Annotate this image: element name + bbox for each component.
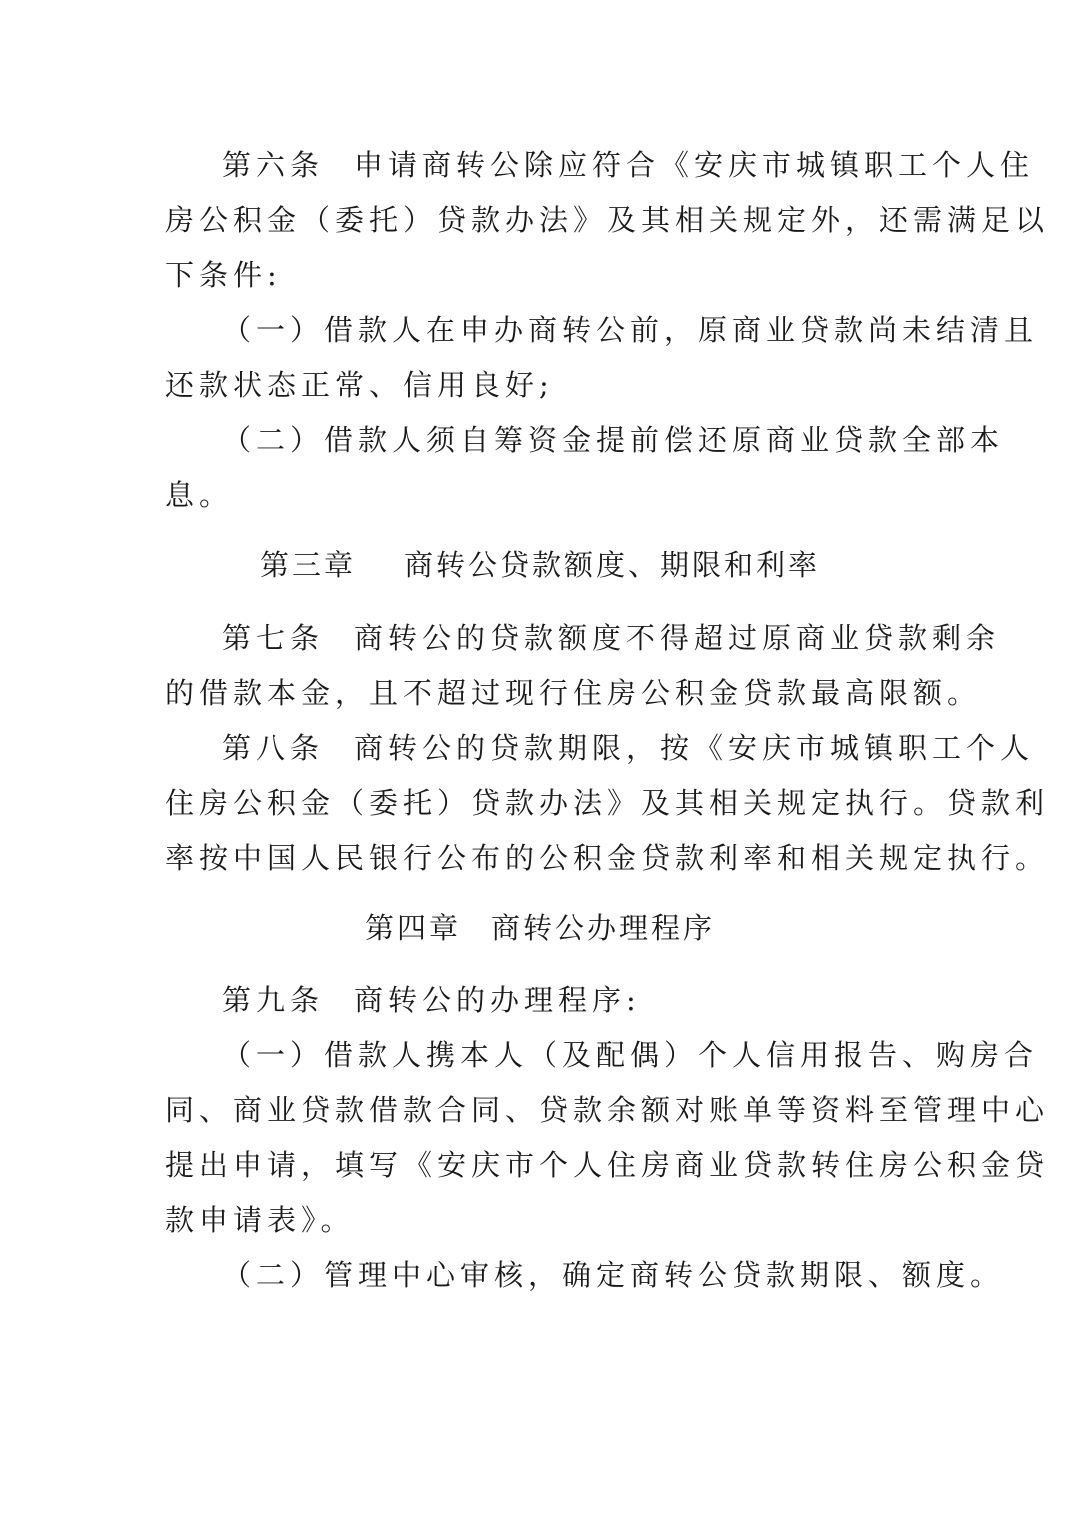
article-7-line-1 bbox=[222, 618, 1001, 658]
article-8-line-3: 率按中国人民银行公布的公积金贷款利率和相关规定执行。 bbox=[165, 841, 1050, 875]
item-9-1-line-3: 提出申请，填写《安庆市个人住房商业贷款转住房公积金贷 bbox=[165, 1148, 1050, 1182]
article-6-line-1 bbox=[222, 145, 1035, 185]
article-6-label: 第六条 bbox=[222, 148, 325, 182]
chapter-4-title: 商转公办理程序 bbox=[491, 911, 716, 945]
item-6-1-line-1: （一）借款人在申办商转公前，原商业贷款尚未结清且 bbox=[222, 313, 1039, 347]
item-9-1-line-4: 款申请表》。 bbox=[165, 1203, 355, 1237]
chapter-3-heading bbox=[0, 545, 1080, 585]
article-8-text-1: 商转公的贷款期限，按《安庆市城镇职工个人 bbox=[354, 731, 1035, 765]
article-6-text-1: 申请商转公除应符合《安庆市城镇职工个人住 bbox=[354, 148, 1035, 182]
article-8-line-1 bbox=[222, 728, 1035, 768]
article-7-line-2: 的借款本金，且不超过现行住房公积金贷款最高限额。 bbox=[165, 676, 982, 710]
article-9-label: 第九条 bbox=[222, 983, 325, 1017]
item-9-1-line-1: （一）借款人携本人（及配偶）个人信用报告、购房合 bbox=[222, 1038, 1039, 1072]
item-6-1-line-2: 还款状态正常、信用良好; bbox=[165, 368, 554, 402]
chapter-3-number: 第三章 bbox=[259, 548, 356, 582]
chapter-3-title: 商转公贷款额度、期限和利率 bbox=[404, 548, 821, 582]
article-8-label: 第八条 bbox=[222, 731, 325, 765]
item-6-2-line-2: 息。 bbox=[165, 478, 234, 512]
chapter-4-number: 第四章 bbox=[364, 911, 461, 945]
article-6-line-2: 房公积金（委托）贷款办法》及其相关规定外，还需满足以 bbox=[165, 203, 1050, 237]
article-8-line-2: 住房公积金（委托）贷款办法》及其相关规定执行。贷款利 bbox=[165, 786, 1050, 820]
article-9-text-1: 商转公的办理程序: bbox=[354, 983, 641, 1017]
item-6-2-line-1: （二）借款人须自筹资金提前偿还原商业贷款全部本 bbox=[222, 423, 1005, 457]
article-6-line-3: 下条件: bbox=[165, 258, 282, 292]
article-7-label: 第七条 bbox=[222, 621, 325, 655]
item-9-1-line-2: 同、商业贷款借款合同、贷款余额对账单等资料至管理中心 bbox=[165, 1093, 1050, 1127]
chapter-4-heading bbox=[0, 908, 1080, 948]
article-9-line-1 bbox=[222, 980, 982, 1020]
item-9-2-line-1: （二）管理中心审核，确定商转公贷款期限、额度。 bbox=[222, 1258, 1005, 1292]
article-7-text-1: 商转公的贷款额度不得超过原商业贷款剩余 bbox=[354, 621, 1001, 655]
